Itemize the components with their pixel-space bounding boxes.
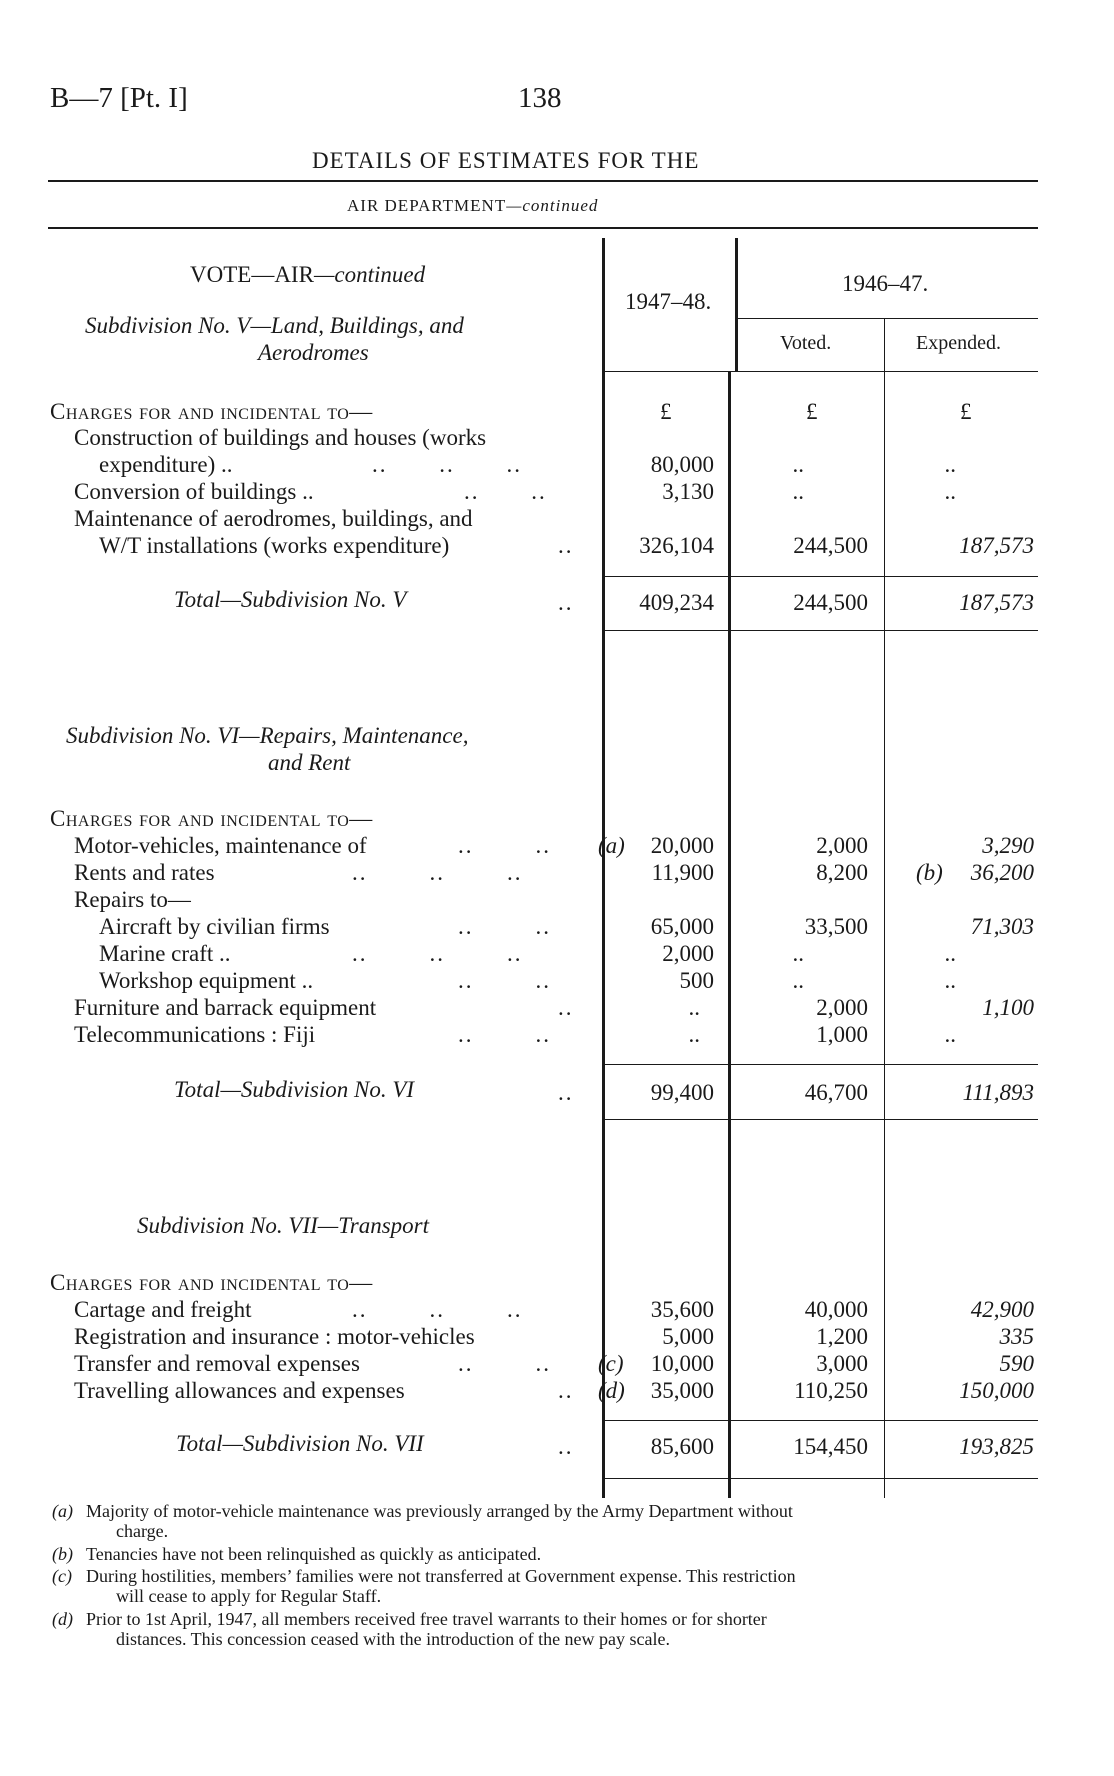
- subdivision-vii-heading: Subdivision No. VII—Transport: [137, 1213, 430, 1238]
- column-rule-expended: [884, 318, 885, 1498]
- sub-vi-row2-label: Rents and rates: [74, 860, 215, 885]
- head-rule-bottom: [603, 371, 1038, 372]
- page-title: DETAILS OF ESTIMATES FOR THE: [312, 148, 700, 173]
- sub-vii-row3-leader: .. ..: [458, 1351, 551, 1376]
- sub-v-row3-1947: 326,104: [639, 533, 714, 558]
- column-rule-voted: [735, 238, 738, 372]
- column-header-voted: Voted.: [780, 332, 832, 354]
- sub-vii-row2-voted: 1,200: [816, 1324, 868, 1349]
- currency-symbol-expended: £: [960, 399, 972, 424]
- sub-vi-row1-voted: 2,000: [816, 833, 868, 858]
- sub-vi-row2-note-expended: (b): [916, 860, 943, 885]
- sub-vii-row4-voted: 110,250: [794, 1378, 868, 1403]
- sub-vi-row6-expended: ..: [944, 968, 956, 993]
- currency-symbol-voted: £: [806, 399, 818, 424]
- sub-vii-row4-leader: ..: [558, 1378, 574, 1403]
- sub-v-row3-voted: 244,500: [793, 533, 868, 558]
- sub-vi-row7-leader: ..: [558, 995, 574, 1020]
- sub-v-row1-label-line2: expenditure) ..: [99, 452, 233, 477]
- sub-vi-row4-leader: .. ..: [458, 914, 551, 939]
- sub-vi-row8-voted: 1,000: [816, 1022, 868, 1047]
- sub-vi-total-label: Total—Subdivision No. VI: [174, 1077, 415, 1102]
- charges-heading-vii: Charges for and incidental to—: [50, 1270, 373, 1295]
- sub-vii-row4-label: Travelling allowances and expenses: [74, 1378, 405, 1403]
- sub-vi-row2-expended: 36,200: [970, 860, 1034, 885]
- sub-vi-row8-1947: ..: [688, 1022, 700, 1047]
- sub-v-row3-label-line2: W/T installations (works expenditure): [99, 533, 450, 558]
- currency-symbol-1947: £: [660, 399, 672, 424]
- sub-v-row2-expended: ..: [944, 479, 956, 504]
- sub-vi-row5-label: Marine craft ..: [99, 941, 231, 966]
- sub-vi-row1-1947: 20,000: [650, 833, 714, 858]
- sub-vii-row1-leader: .. .. ..: [352, 1297, 523, 1322]
- sub-vii-row1-expended: 42,900: [970, 1297, 1034, 1322]
- title-rule-top: [48, 180, 1038, 182]
- sub-vii-row1-1947: 35,600: [650, 1297, 714, 1322]
- footnote-b-mark: (b): [52, 1544, 73, 1564]
- sub-v-total-voted: 244,500: [793, 590, 868, 615]
- footnote-b-line1: Tenancies have not been relinquished as quickly as anticipated.: [86, 1544, 542, 1564]
- sub-vi-row5-voted: ..: [792, 941, 804, 966]
- sub-vi-row2-leader: .. .. ..: [352, 860, 523, 885]
- sub-vii-row1-voted: 40,000: [804, 1297, 868, 1322]
- sub-vi-row6-1947: 500: [679, 968, 714, 993]
- charges-heading-vi: Charges for and incidental to—: [50, 806, 373, 831]
- subdivision-vi-heading-line1: Subdivision No. VI—Repairs, Maintenance,: [66, 723, 469, 748]
- sub-vi-row4-voted: 33,500: [804, 914, 868, 939]
- sub-vii-row3-note: (c): [598, 1351, 624, 1376]
- sub-vii-row3-voted: 3,000: [816, 1351, 868, 1376]
- sub-vi-row7-voted: 2,000: [816, 995, 868, 1020]
- head-rule-1946: [736, 318, 1038, 319]
- sub-v-row2-label: Conversion of buildings ..: [74, 479, 314, 504]
- page-subtitle-suffix: —continued: [506, 196, 599, 215]
- sub-vii-total-voted: 154,450: [793, 1434, 868, 1459]
- sub-vi-row5-leader: .. .. ..: [352, 941, 523, 966]
- column-header-expended: Expended.: [916, 332, 1001, 354]
- column-header-1946: 1946–47.: [842, 271, 929, 296]
- sub-v-row2-1947: 3,130: [662, 479, 714, 504]
- sub-vii-row4-note: (d): [598, 1378, 625, 1403]
- sub-v-row1-leader: .. .. ..: [372, 452, 522, 477]
- sub-vii-row3-1947: 10,000: [650, 1351, 714, 1376]
- subdivision-v-heading-line2: Aerodromes: [258, 340, 369, 365]
- sub-vii-total-rule-bottom: [603, 1478, 1038, 1479]
- sub-vii-row2-expended: 335: [999, 1324, 1034, 1349]
- sub-vi-total-1947: 99,400: [650, 1080, 714, 1105]
- footnote-a-mark: (a): [52, 1501, 73, 1521]
- sub-vi-row5-1947: 2,000: [662, 941, 714, 966]
- sub-v-total-expended: 187,573: [959, 590, 1034, 615]
- sub-v-total-rule-top: [603, 576, 1038, 577]
- sub-vii-row3-expended: 590: [999, 1351, 1034, 1376]
- charges-heading-v: Charges for and incidental to—: [50, 399, 373, 424]
- sub-vi-row6-voted: ..: [792, 968, 804, 993]
- sub-vi-row2-1947: 11,900: [651, 860, 714, 885]
- sub-v-total-label: Total—Subdivision No. V: [174, 587, 407, 612]
- sub-vii-row4-1947: 35,000: [650, 1378, 714, 1403]
- footnote-a-line1: Majority of motor-vehicle maintenance was previously arranged by the Army Department without: [86, 1501, 793, 1521]
- sub-v-total-1947: 409,234: [639, 590, 714, 615]
- sub-v-row2-voted: ..: [792, 479, 804, 504]
- footnote-c-line1: During hostilities, members’ families were not transferred at Government expense. This restriction: [86, 1566, 796, 1586]
- title-rule-bottom: [48, 227, 1038, 229]
- sub-vi-row1-note: (a): [598, 833, 625, 858]
- sub-v-total-rule-bottom: [603, 630, 1038, 631]
- page-series-label: B—7 [Pt. I]: [50, 82, 188, 114]
- sub-v-row1-expended: ..: [944, 452, 956, 477]
- sub-vi-row5-expended: ..: [944, 941, 956, 966]
- sub-vi-total-rule-bottom: [603, 1119, 1038, 1120]
- sub-vii-row3-label: Transfer and removal expenses: [74, 1351, 360, 1376]
- sub-vi-row4-expended: 71,303: [970, 914, 1034, 939]
- sub-v-row3-expended: 187,573: [959, 533, 1034, 558]
- sub-vi-row1-label: Motor-vehicles, maintenance of: [74, 833, 367, 858]
- sub-vi-row1-expended: 3,290: [982, 833, 1034, 858]
- sub-vii-row2-label: Registration and insurance : motor-vehicles: [74, 1324, 475, 1349]
- sub-vi-row6-leader: .. ..: [458, 968, 551, 993]
- sub-vi-row8-label: Telecommunications : Fiji: [74, 1022, 316, 1047]
- footnote-c-line2: will cease to apply for Regular Staff.: [116, 1586, 382, 1606]
- sub-vi-row2-voted: 8,200: [816, 860, 868, 885]
- sub-vii-row4-expended: 150,000: [959, 1378, 1034, 1403]
- sub-vii-total-rule-top: [603, 1420, 1038, 1421]
- page-number: 138: [518, 82, 562, 114]
- page-subtitle: [347, 196, 598, 216]
- sub-vi-row4-1947: 65,000: [650, 914, 714, 939]
- sub-v-row1-label-line1: Construction of buildings and houses (works: [74, 425, 487, 450]
- sub-vi-row8-expended: ..: [944, 1022, 956, 1047]
- sub-vi-total-expended: 111,893: [962, 1080, 1034, 1105]
- sub-vi-row4-label: Aircraft by civilian firms: [99, 914, 330, 939]
- sub-v-row3-leader: ..: [558, 533, 574, 558]
- sub-vii-total-expended: 193,825: [959, 1434, 1034, 1459]
- page-subtitle-text: AIR DEPARTMENT: [347, 196, 507, 215]
- sub-vii-total-1947: 85,600: [650, 1434, 714, 1459]
- column-header-1947: 1947–48.: [625, 289, 712, 314]
- sub-vii-total-leader: ..: [558, 1434, 574, 1459]
- vote-heading-suffix: —continued: [313, 262, 426, 287]
- sub-vii-row2-1947: 5,000: [662, 1324, 714, 1349]
- sub-v-row2-leader: .. ..: [464, 479, 547, 504]
- sub-vi-row7-label: Furniture and barrack equipment: [74, 995, 377, 1020]
- column-rule-1947: [602, 238, 605, 1498]
- sub-vi-row1-leader: .. ..: [458, 833, 551, 858]
- vote-heading: [190, 262, 425, 288]
- sub-vi-row7-1947: ..: [688, 995, 700, 1020]
- vote-heading-text: VOTE—AIR: [190, 262, 314, 287]
- sub-vii-row1-label: Cartage and freight: [74, 1297, 252, 1322]
- footnote-a-line2: charge.: [116, 1521, 169, 1541]
- sub-vii-total-label: Total—Subdivision No. VII: [176, 1431, 424, 1456]
- sub-vi-total-rule-top: [603, 1064, 1038, 1065]
- sub-vi-repairs-label: Repairs to—: [74, 887, 191, 912]
- sub-v-row1-voted: ..: [792, 452, 804, 477]
- sub-vi-row8-leader: .. ..: [458, 1022, 551, 1047]
- sub-vi-total-leader: ..: [558, 1080, 574, 1105]
- column-rule-voted-body: [728, 372, 731, 1498]
- footnote-d-line1: Prior to 1st April, 1947, all members received free travel warrants to their homes or for shorter: [86, 1609, 767, 1629]
- footnote-d-line2: distances. This concession ceased with the introduction of the new pay scale.: [116, 1629, 671, 1649]
- sub-v-row3-label-line1: Maintenance of aerodromes, buildings, and: [74, 506, 473, 531]
- subdivision-vi-heading-line2: and Rent: [268, 750, 351, 775]
- sub-vi-total-voted: 46,700: [804, 1080, 868, 1105]
- sub-v-total-leader: ..: [558, 590, 574, 615]
- sub-v-row1-1947: 80,000: [650, 452, 714, 477]
- footnote-c-mark: (c): [52, 1566, 72, 1586]
- footnote-d-mark: (d): [52, 1609, 73, 1629]
- sub-vi-row7-expended: 1,100: [982, 995, 1034, 1020]
- sub-vi-row6-label: Workshop equipment ..: [99, 968, 314, 993]
- subdivision-v-heading-line1: Subdivision No. V—Land, Buildings, and: [85, 313, 464, 338]
